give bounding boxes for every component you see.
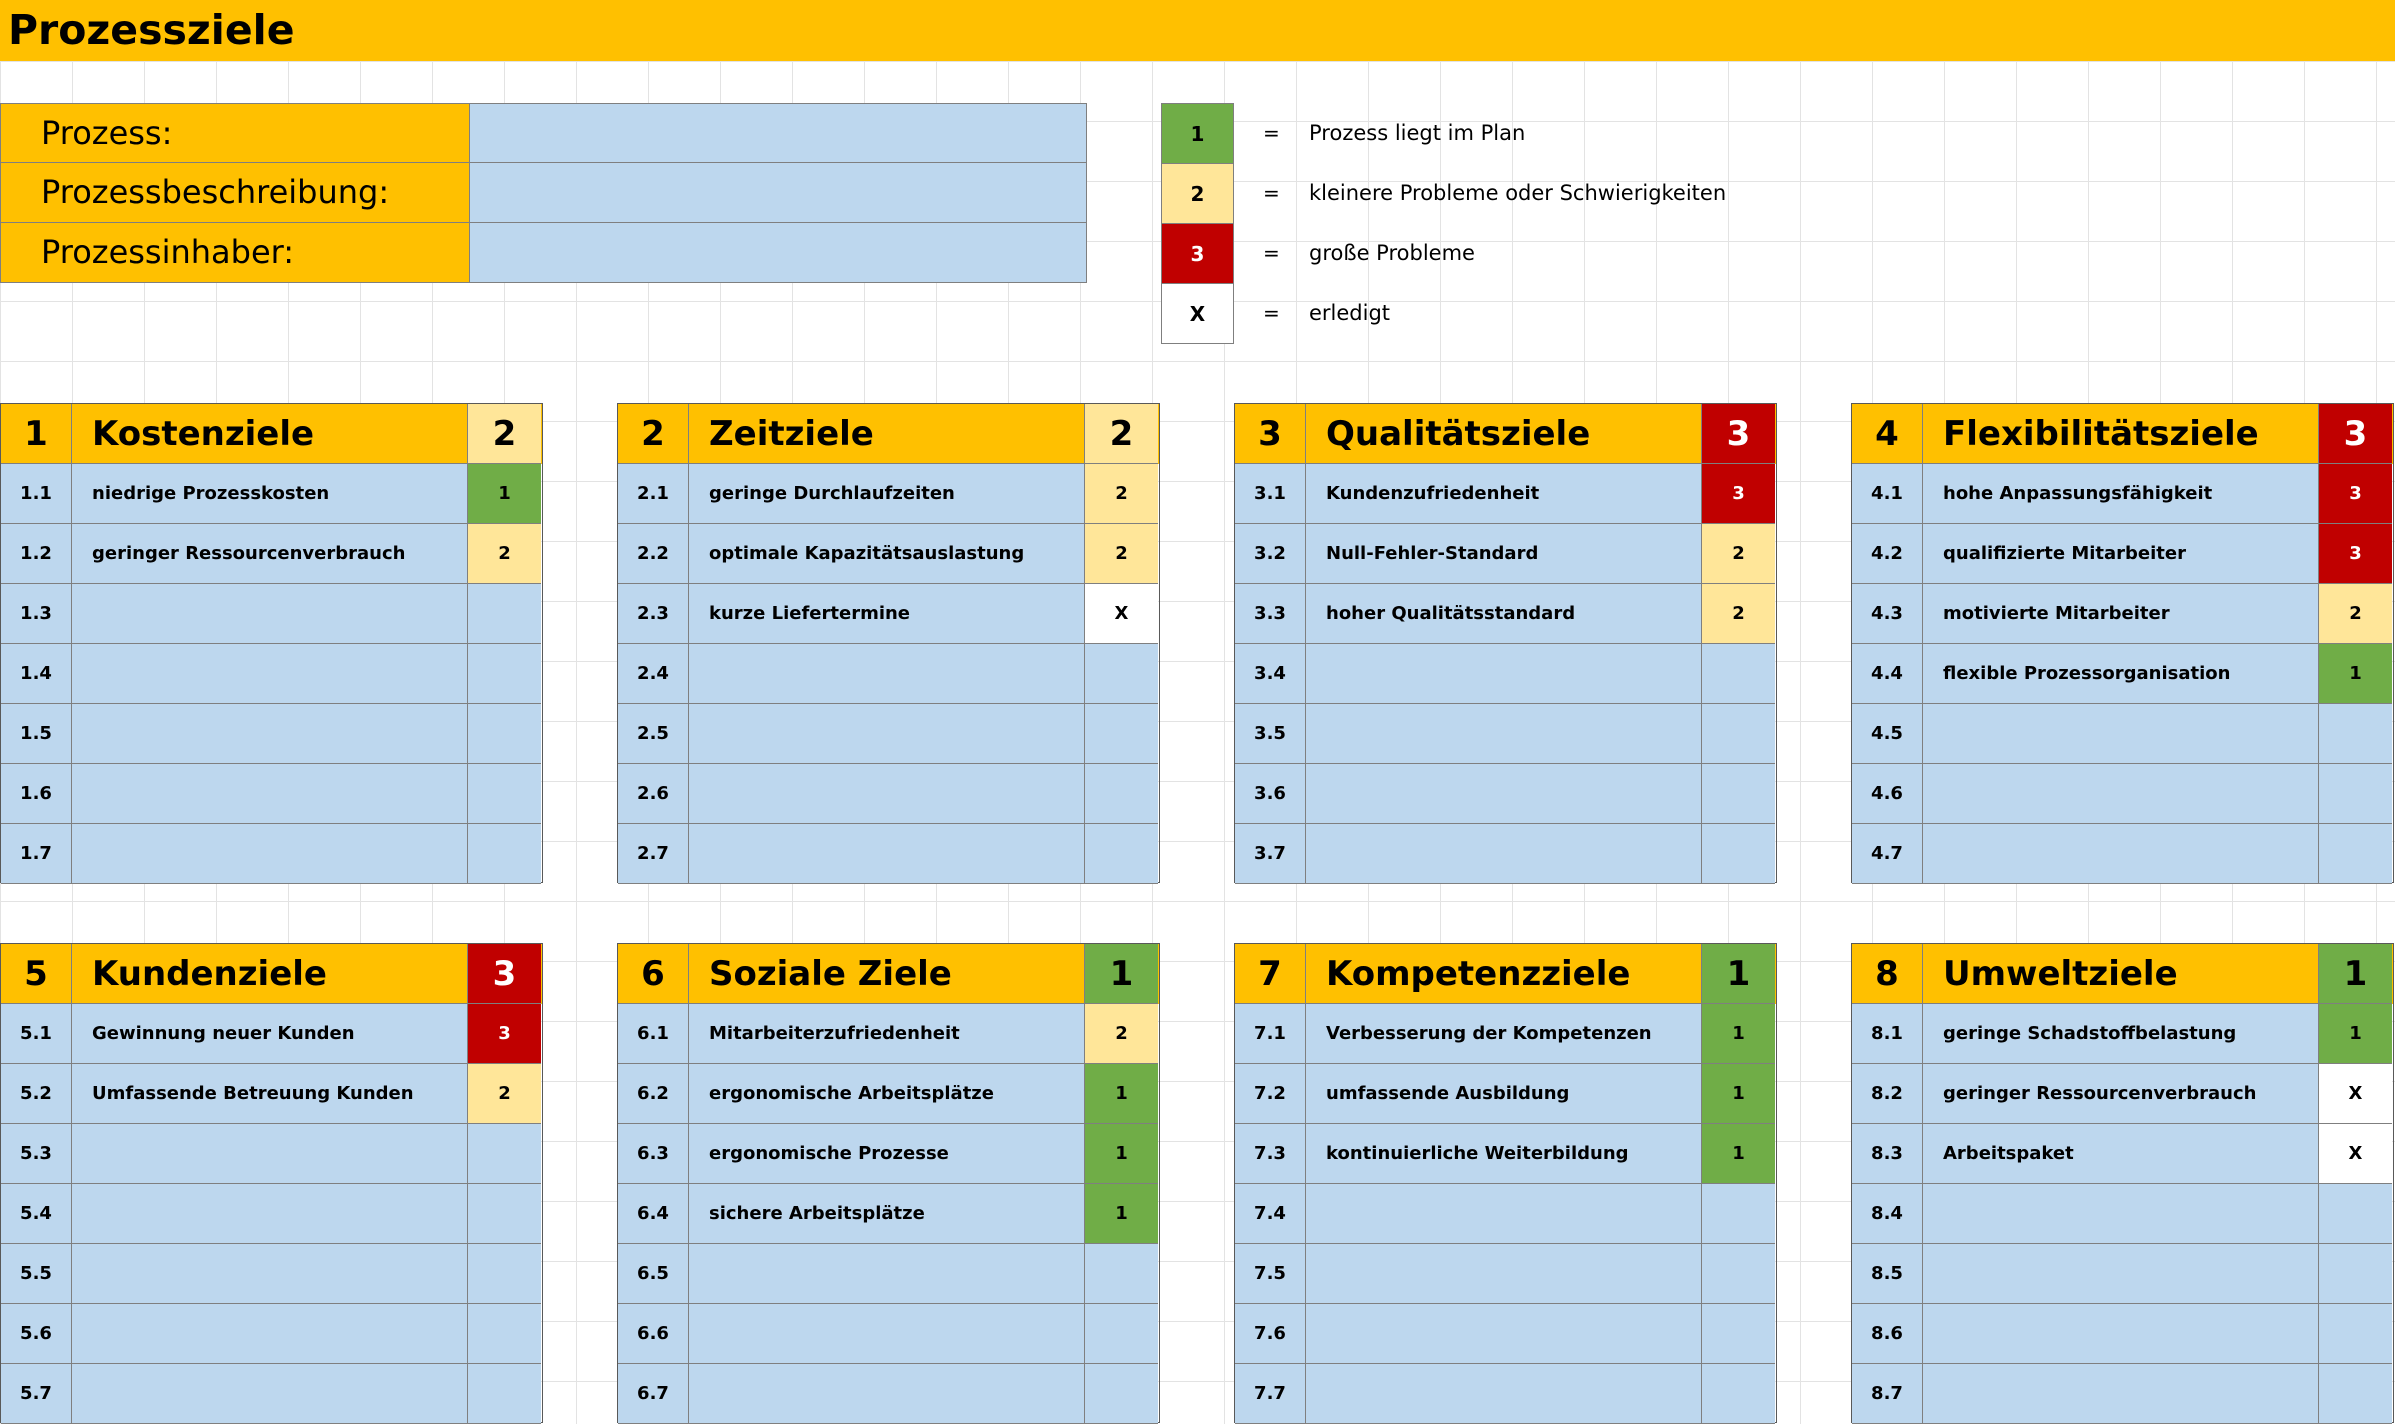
item-number: 3.4 bbox=[1235, 644, 1306, 704]
category-status-cell[interactable]: 3 bbox=[1702, 404, 1775, 464]
item-number: 2.4 bbox=[618, 644, 689, 704]
category-status-cell[interactable]: 1 bbox=[2319, 944, 2392, 1004]
table-row bbox=[618, 1004, 1159, 1064]
table-row bbox=[1235, 704, 1776, 764]
category-block-3 bbox=[1234, 403, 1777, 883]
item-status-cell[interactable]: X bbox=[1085, 584, 1158, 644]
item-number: 5.2 bbox=[1, 1064, 72, 1124]
item-status-cell[interactable] bbox=[1085, 1244, 1158, 1304]
item-goal-cell[interactable]: ergonomische Arbeitsplätze bbox=[689, 1064, 1085, 1124]
item-goal-cell[interactable] bbox=[72, 704, 468, 764]
category-header bbox=[1852, 404, 2393, 464]
table-row bbox=[1235, 524, 1776, 584]
item-number: 7.7 bbox=[1235, 1364, 1306, 1424]
table-row bbox=[1235, 644, 1776, 704]
item-status-cell[interactable] bbox=[1702, 1304, 1775, 1364]
item-goal-cell[interactable] bbox=[689, 764, 1085, 824]
item-goal-cell[interactable] bbox=[1923, 1184, 2319, 1244]
item-goal-cell[interactable]: hohe Anpassungsfähigkeit bbox=[1923, 464, 2319, 524]
item-number: 4.7 bbox=[1852, 824, 1923, 884]
item-status-cell[interactable]: 3 bbox=[2319, 524, 2392, 584]
category-status-cell[interactable]: 1 bbox=[1702, 944, 1775, 1004]
item-status-cell[interactable] bbox=[468, 1184, 541, 1244]
item-status-cell[interactable] bbox=[1085, 644, 1158, 704]
item-number: 8.3 bbox=[1852, 1124, 1923, 1184]
item-status-cell[interactable]: 2 bbox=[468, 524, 541, 584]
table-row bbox=[1852, 1004, 2393, 1064]
item-number: 8.2 bbox=[1852, 1064, 1923, 1124]
table-row bbox=[1235, 584, 1776, 644]
item-number: 6.1 bbox=[618, 1004, 689, 1064]
item-goal-cell[interactable] bbox=[1306, 1304, 1702, 1364]
item-goal-cell[interactable] bbox=[1306, 1364, 1702, 1424]
item-goal-cell[interactable]: geringer Ressourcenverbrauch bbox=[1923, 1064, 2319, 1124]
item-goal-cell[interactable]: hoher Qualitätsstandard bbox=[1306, 584, 1702, 644]
table-row bbox=[1852, 1064, 2393, 1124]
table-row bbox=[1852, 1304, 2393, 1364]
table-row bbox=[1852, 524, 2393, 584]
table-row bbox=[618, 524, 1159, 584]
item-number: 7.5 bbox=[1235, 1244, 1306, 1304]
category-block-2 bbox=[617, 403, 1160, 883]
item-goal-cell[interactable] bbox=[1923, 704, 2319, 764]
process-owner-label: Prozessinhaber: bbox=[0, 222, 470, 283]
item-status-cell[interactable]: 1 bbox=[1085, 1064, 1158, 1124]
item-status-cell[interactable]: 1 bbox=[1085, 1184, 1158, 1244]
legend-equals: = bbox=[1263, 301, 1280, 325]
item-number: 6.5 bbox=[618, 1244, 689, 1304]
item-number: 2.7 bbox=[618, 824, 689, 884]
table-row bbox=[618, 1064, 1159, 1124]
item-goal-cell[interactable] bbox=[1306, 1244, 1702, 1304]
item-number: 5.6 bbox=[1, 1304, 72, 1364]
item-status-cell[interactable] bbox=[468, 1364, 541, 1424]
category-number: 4 bbox=[1852, 404, 1923, 464]
item-status-cell[interactable]: 1 bbox=[1702, 1064, 1775, 1124]
item-goal-cell[interactable]: optimale Kapazitätsauslastung bbox=[689, 524, 1085, 584]
item-goal-cell[interactable] bbox=[72, 584, 468, 644]
item-goal-cell[interactable] bbox=[72, 1124, 468, 1184]
category-title: Umweltziele bbox=[1923, 944, 2319, 1004]
table-row bbox=[1235, 1064, 1776, 1124]
item-goal-cell[interactable]: sichere Arbeitsplätze bbox=[689, 1184, 1085, 1244]
table-row bbox=[1, 644, 542, 704]
category-header bbox=[1, 944, 542, 1004]
process-owner-field[interactable] bbox=[469, 222, 1087, 283]
table-row bbox=[1852, 1364, 2393, 1424]
category-number: 1 bbox=[1, 404, 72, 464]
item-goal-cell[interactable]: Verbesserung der Kompetenzen bbox=[1306, 1004, 1702, 1064]
process-label: Prozess: bbox=[0, 103, 470, 163]
item-number: 4.3 bbox=[1852, 584, 1923, 644]
item-goal-cell[interactable]: Kundenzufriedenheit bbox=[1306, 464, 1702, 524]
item-status-cell[interactable] bbox=[1085, 1364, 1158, 1424]
item-status-cell[interactable]: 2 bbox=[1085, 464, 1158, 524]
item-status-cell[interactable]: 1 bbox=[1085, 1124, 1158, 1184]
legend-equals: = bbox=[1263, 241, 1280, 265]
table-row bbox=[618, 1244, 1159, 1304]
item-number: 2.3 bbox=[618, 584, 689, 644]
category-block-8 bbox=[1851, 943, 2394, 1423]
category-status-cell[interactable]: 3 bbox=[2319, 404, 2392, 464]
item-goal-cell[interactable] bbox=[1306, 824, 1702, 884]
category-title: Kundenziele bbox=[72, 944, 468, 1004]
table-row bbox=[618, 824, 1159, 884]
item-status-cell[interactable]: 3 bbox=[468, 1004, 541, 1064]
item-number: 7.4 bbox=[1235, 1184, 1306, 1244]
table-row bbox=[1, 1004, 542, 1064]
legend-text: kleinere Probleme oder Schwierigkeiten bbox=[1309, 181, 1727, 205]
table-row bbox=[1235, 1184, 1776, 1244]
item-status-cell[interactable] bbox=[468, 824, 541, 884]
table-row bbox=[1235, 1244, 1776, 1304]
table-row bbox=[1, 824, 542, 884]
table-row bbox=[1852, 584, 2393, 644]
item-status-cell[interactable]: 3 bbox=[1702, 464, 1775, 524]
legend-text: Prozess liegt im Plan bbox=[1309, 121, 1526, 145]
table-row bbox=[1235, 1124, 1776, 1184]
table-row bbox=[1852, 1184, 2393, 1244]
item-number: 6.2 bbox=[618, 1064, 689, 1124]
table-row bbox=[618, 464, 1159, 524]
item-number: 4.2 bbox=[1852, 524, 1923, 584]
category-status-cell[interactable]: 2 bbox=[468, 404, 541, 464]
item-status-cell[interactable]: 2 bbox=[1702, 524, 1775, 584]
item-goal-cell[interactable]: geringe Schadstoffbelastung bbox=[1923, 1004, 2319, 1064]
item-goal-cell[interactable]: qualifizierte Mitarbeiter bbox=[1923, 524, 2319, 584]
item-goal-cell[interactable]: geringer Ressourcenverbrauch bbox=[72, 524, 468, 584]
category-header bbox=[618, 944, 1159, 1004]
item-status-cell[interactable] bbox=[1085, 824, 1158, 884]
category-status-cell[interactable]: 2 bbox=[1085, 404, 1158, 464]
item-goal-cell[interactable] bbox=[72, 824, 468, 884]
item-number: 5.5 bbox=[1, 1244, 72, 1304]
table-row bbox=[1, 1064, 542, 1124]
item-number: 1.7 bbox=[1, 824, 72, 884]
item-goal-cell[interactable] bbox=[689, 1244, 1085, 1304]
item-number: 3.2 bbox=[1235, 524, 1306, 584]
item-goal-cell[interactable] bbox=[1306, 764, 1702, 824]
table-row bbox=[1, 704, 542, 764]
table-row bbox=[1235, 1304, 1776, 1364]
item-status-cell[interactable] bbox=[1702, 1244, 1775, 1304]
item-number: 7.2 bbox=[1235, 1064, 1306, 1124]
item-goal-cell[interactable]: Gewinnung neuer Kunden bbox=[72, 1004, 468, 1064]
item-number: 6.3 bbox=[618, 1124, 689, 1184]
table-row bbox=[1852, 1124, 2393, 1184]
item-goal-cell[interactable] bbox=[1306, 704, 1702, 764]
table-row bbox=[1852, 464, 2393, 524]
table-row bbox=[618, 704, 1159, 764]
table-row bbox=[618, 1184, 1159, 1244]
item-status-cell[interactable]: 1 bbox=[1702, 1124, 1775, 1184]
item-goal-cell[interactable] bbox=[1923, 764, 2319, 824]
table-row bbox=[618, 644, 1159, 704]
item-status-cell[interactable]: X bbox=[2319, 1064, 2392, 1124]
table-row bbox=[1235, 1364, 1776, 1424]
item-number: 5.3 bbox=[1, 1124, 72, 1184]
category-header bbox=[1852, 944, 2393, 1004]
item-goal-cell[interactable] bbox=[689, 1304, 1085, 1364]
item-status-cell[interactable]: 1 bbox=[2319, 1004, 2392, 1064]
item-status-cell[interactable] bbox=[1702, 644, 1775, 704]
legend-status-1: 1 bbox=[1161, 103, 1234, 164]
item-number: 6.6 bbox=[618, 1304, 689, 1364]
item-goal-cell[interactable]: Arbeitspaket bbox=[1923, 1124, 2319, 1184]
table-row bbox=[1, 1364, 542, 1424]
item-status-cell[interactable]: 3 bbox=[2319, 464, 2392, 524]
table-row bbox=[618, 584, 1159, 644]
item-status-cell[interactable] bbox=[2319, 1364, 2392, 1424]
category-title: Kompetenzziele bbox=[1306, 944, 1702, 1004]
item-status-cell[interactable] bbox=[1702, 1364, 1775, 1424]
item-number: 1.3 bbox=[1, 584, 72, 644]
item-status-cell[interactable]: 1 bbox=[468, 464, 541, 524]
item-status-cell[interactable] bbox=[468, 644, 541, 704]
table-row bbox=[1852, 764, 2393, 824]
item-status-cell[interactable] bbox=[468, 764, 541, 824]
category-block-7 bbox=[1234, 943, 1777, 1423]
item-goal-cell[interactable] bbox=[1923, 1364, 2319, 1424]
process-description-field[interactable] bbox=[469, 162, 1087, 223]
category-block-4 bbox=[1851, 403, 2394, 883]
item-number: 1.4 bbox=[1, 644, 72, 704]
item-status-cell[interactable] bbox=[1702, 704, 1775, 764]
table-row bbox=[1, 464, 542, 524]
item-status-cell[interactable]: 2 bbox=[468, 1064, 541, 1124]
item-number: 5.7 bbox=[1, 1364, 72, 1424]
legend-equals: = bbox=[1263, 181, 1280, 205]
category-title: Soziale Ziele bbox=[689, 944, 1085, 1004]
table-row bbox=[1852, 824, 2393, 884]
item-status-cell[interactable] bbox=[2319, 704, 2392, 764]
category-title: Qualitätsziele bbox=[1306, 404, 1702, 464]
item-number: 4.4 bbox=[1852, 644, 1923, 704]
item-number: 4.1 bbox=[1852, 464, 1923, 524]
table-row bbox=[618, 1304, 1159, 1364]
legend-equals: = bbox=[1263, 121, 1280, 145]
category-header bbox=[1, 404, 542, 464]
item-status-cell[interactable] bbox=[1085, 1304, 1158, 1364]
item-goal-cell[interactable] bbox=[72, 1184, 468, 1244]
item-status-cell[interactable]: 2 bbox=[1085, 1004, 1158, 1064]
item-goal-cell[interactable] bbox=[1923, 824, 2319, 884]
category-title: Zeitziele bbox=[689, 404, 1085, 464]
item-number: 2.2 bbox=[618, 524, 689, 584]
table-row bbox=[618, 1124, 1159, 1184]
item-goal-cell[interactable]: ergonomische Prozesse bbox=[689, 1124, 1085, 1184]
item-number: 6.7 bbox=[618, 1364, 689, 1424]
item-status-cell[interactable] bbox=[2319, 764, 2392, 824]
item-status-cell[interactable] bbox=[468, 1244, 541, 1304]
item-goal-cell[interactable]: motivierte Mitarbeiter bbox=[1923, 584, 2319, 644]
category-number: 7 bbox=[1235, 944, 1306, 1004]
table-row bbox=[1, 1244, 542, 1304]
table-row bbox=[1, 584, 542, 644]
item-goal-cell[interactable]: niedrige Prozesskosten bbox=[72, 464, 468, 524]
item-goal-cell[interactable]: kontinuierliche Weiterbildung bbox=[1306, 1124, 1702, 1184]
item-goal-cell[interactable] bbox=[1306, 1184, 1702, 1244]
item-status-cell[interactable] bbox=[468, 704, 541, 764]
table-row bbox=[1, 1304, 542, 1364]
item-goal-cell[interactable]: Mitarbeiterzufriedenheit bbox=[689, 1004, 1085, 1064]
category-number: 8 bbox=[1852, 944, 1923, 1004]
category-number: 5 bbox=[1, 944, 72, 1004]
item-number: 3.6 bbox=[1235, 764, 1306, 824]
item-goal-cell[interactable] bbox=[1923, 1304, 2319, 1364]
table-row bbox=[618, 1364, 1159, 1424]
item-goal-cell[interactable] bbox=[689, 644, 1085, 704]
item-number: 1.5 bbox=[1, 704, 72, 764]
item-goal-cell[interactable]: geringe Durchlaufzeiten bbox=[689, 464, 1085, 524]
item-status-cell[interactable] bbox=[468, 1124, 541, 1184]
item-status-cell[interactable] bbox=[2319, 1244, 2392, 1304]
item-status-cell[interactable] bbox=[1702, 764, 1775, 824]
category-status-cell[interactable]: 3 bbox=[468, 944, 541, 1004]
item-number: 7.3 bbox=[1235, 1124, 1306, 1184]
item-number: 3.1 bbox=[1235, 464, 1306, 524]
category-number: 6 bbox=[618, 944, 689, 1004]
item-goal-cell[interactable]: Null-Fehler-Standard bbox=[1306, 524, 1702, 584]
table-row bbox=[1235, 764, 1776, 824]
item-number: 5.1 bbox=[1, 1004, 72, 1064]
item-status-cell[interactable] bbox=[1702, 1184, 1775, 1244]
legend-status-2: 2 bbox=[1161, 163, 1234, 224]
item-number: 1.6 bbox=[1, 764, 72, 824]
table-row bbox=[1, 524, 542, 584]
item-status-cell[interactable]: 1 bbox=[1702, 1004, 1775, 1064]
item-status-cell[interactable]: 1 bbox=[2319, 644, 2392, 704]
process-field[interactable] bbox=[469, 103, 1087, 163]
category-block-1 bbox=[0, 403, 543, 883]
category-header bbox=[1235, 404, 1776, 464]
item-status-cell[interactable] bbox=[468, 1304, 541, 1364]
item-number: 4.5 bbox=[1852, 704, 1923, 764]
item-status-cell[interactable]: 2 bbox=[1085, 524, 1158, 584]
table-row bbox=[1235, 824, 1776, 884]
item-status-cell[interactable] bbox=[1085, 704, 1158, 764]
legend-status-3: 3 bbox=[1161, 223, 1234, 284]
page-title: Prozessziele bbox=[0, 0, 2395, 61]
category-block-5 bbox=[0, 943, 543, 1423]
legend-text: erledigt bbox=[1309, 301, 1391, 325]
item-number: 2.1 bbox=[618, 464, 689, 524]
item-status-cell[interactable]: X bbox=[2319, 1124, 2392, 1184]
item-number: 8.1 bbox=[1852, 1004, 1923, 1064]
process-description-label: Prozessbeschreibung: bbox=[0, 162, 470, 223]
item-goal-cell[interactable] bbox=[72, 1364, 468, 1424]
item-number: 2.5 bbox=[618, 704, 689, 764]
category-block-6 bbox=[617, 943, 1160, 1423]
category-number: 3 bbox=[1235, 404, 1306, 464]
table-row bbox=[1235, 1004, 1776, 1064]
category-header bbox=[1235, 944, 1776, 1004]
item-goal-cell[interactable]: kurze Liefertermine bbox=[689, 584, 1085, 644]
item-goal-cell[interactable] bbox=[689, 824, 1085, 884]
table-row bbox=[1, 764, 542, 824]
category-number: 2 bbox=[618, 404, 689, 464]
table-row bbox=[1, 1184, 542, 1244]
table-row bbox=[1852, 704, 2393, 764]
item-goal-cell[interactable]: umfassende Ausbildung bbox=[1306, 1064, 1702, 1124]
item-number: 7.1 bbox=[1235, 1004, 1306, 1064]
item-status-cell[interactable] bbox=[1702, 824, 1775, 884]
table-row bbox=[1235, 464, 1776, 524]
item-number: 8.5 bbox=[1852, 1244, 1923, 1304]
item-status-cell[interactable] bbox=[2319, 1184, 2392, 1244]
item-number: 6.4 bbox=[618, 1184, 689, 1244]
table-row bbox=[1, 1124, 542, 1184]
table-row bbox=[1852, 1244, 2393, 1304]
item-number: 1.1 bbox=[1, 464, 72, 524]
category-header bbox=[618, 404, 1159, 464]
legend-status-x: X bbox=[1161, 283, 1234, 344]
item-status-cell[interactable] bbox=[2319, 1304, 2392, 1364]
item-number: 3.7 bbox=[1235, 824, 1306, 884]
item-goal-cell[interactable] bbox=[1306, 644, 1702, 704]
table-row bbox=[1852, 644, 2393, 704]
item-number: 8.4 bbox=[1852, 1184, 1923, 1244]
item-number: 3.3 bbox=[1235, 584, 1306, 644]
item-number: 3.5 bbox=[1235, 704, 1306, 764]
item-goal-cell[interactable] bbox=[72, 1304, 468, 1364]
table-row bbox=[618, 764, 1159, 824]
legend-text: große Probleme bbox=[1309, 241, 1475, 265]
item-goal-cell[interactable] bbox=[1923, 1244, 2319, 1304]
item-status-cell[interactable]: 2 bbox=[2319, 584, 2392, 644]
item-goal-cell[interactable]: flexible Prozessorganisation bbox=[1923, 644, 2319, 704]
item-goal-cell[interactable]: Umfassende Betreuung Kunden bbox=[72, 1064, 468, 1124]
item-status-cell[interactable] bbox=[1085, 764, 1158, 824]
item-goal-cell[interactable] bbox=[689, 1364, 1085, 1424]
item-status-cell[interactable]: 2 bbox=[1702, 584, 1775, 644]
item-number: 7.6 bbox=[1235, 1304, 1306, 1364]
item-goal-cell[interactable] bbox=[72, 764, 468, 824]
category-title: Flexibilitätsziele bbox=[1923, 404, 2319, 464]
item-number: 8.6 bbox=[1852, 1304, 1923, 1364]
item-number: 4.6 bbox=[1852, 764, 1923, 824]
item-number: 2.6 bbox=[618, 764, 689, 824]
item-number: 8.7 bbox=[1852, 1364, 1923, 1424]
category-status-cell[interactable]: 1 bbox=[1085, 944, 1158, 1004]
item-number: 5.4 bbox=[1, 1184, 72, 1244]
item-status-cell[interactable] bbox=[468, 584, 541, 644]
item-number: 1.2 bbox=[1, 524, 72, 584]
category-title: Kostenziele bbox=[72, 404, 468, 464]
item-goal-cell[interactable] bbox=[72, 1244, 468, 1304]
item-status-cell[interactable] bbox=[2319, 824, 2392, 884]
item-goal-cell[interactable] bbox=[72, 644, 468, 704]
item-goal-cell[interactable] bbox=[689, 704, 1085, 764]
